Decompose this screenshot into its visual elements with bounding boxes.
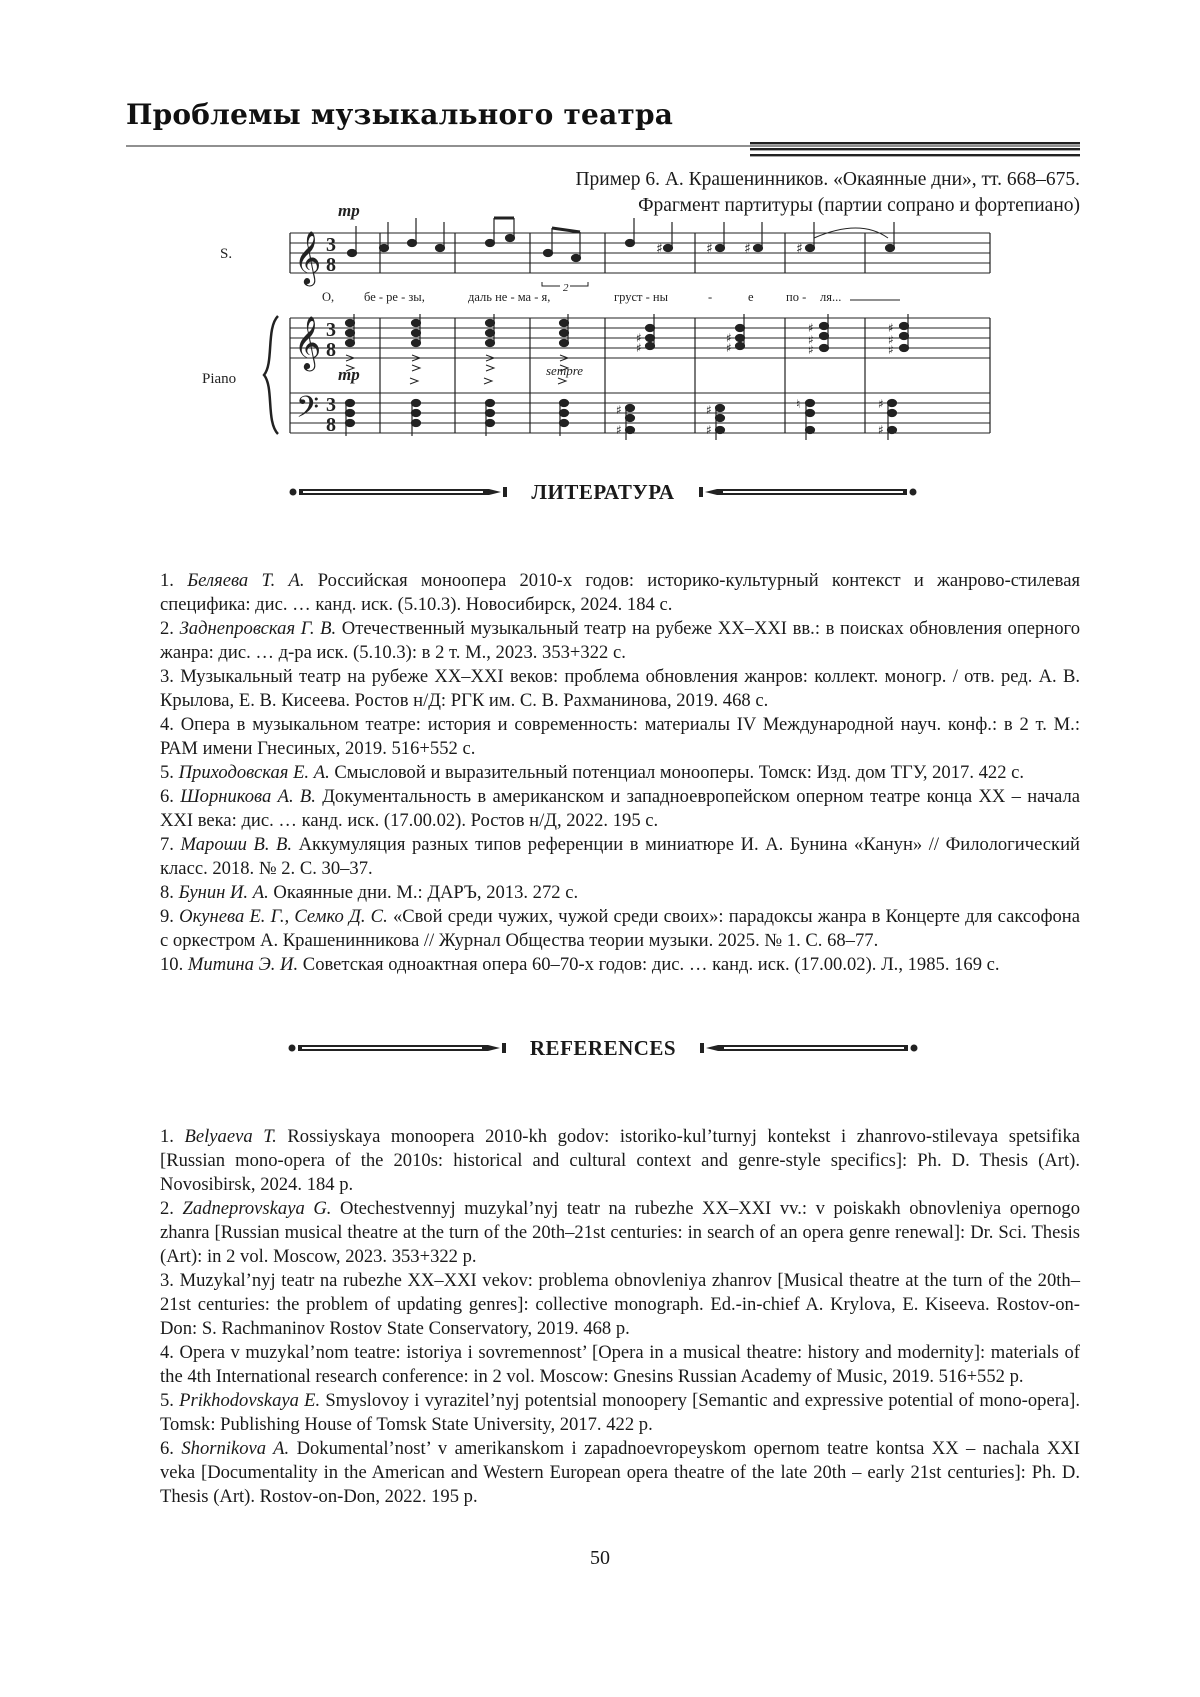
svg-text:♯: ♯ [636, 341, 642, 355]
svg-text:♯: ♯ [888, 321, 894, 335]
svg-text:по -: по - [786, 290, 807, 304]
list-item: 7. Мароши В. В. Аккумуляция разных типов референции в миниатюре И. А. Бунина «Канун» // Филологический класс. 2018. № 2. С. 30–37. [160, 834, 1080, 879]
svg-text:♯: ♯ [706, 403, 712, 417]
references-heading-label: REFERENCES [529, 1035, 677, 1060]
svg-text:♯: ♯ [656, 241, 663, 257]
svg-text:О,: О, [322, 290, 335, 304]
svg-text:8: 8 [326, 414, 336, 436]
sempre-marking: sempre [546, 363, 584, 378]
accent-marks [346, 355, 568, 384]
list-item: 5. Prikhodovskaya E. Smyslovoy i vyrazitel’nyj potentsial monoopery [Semantic and expressive potential of mono-opera]. Tomsk: Publishing House of Tomsk State University, 2017. 422 p. [160, 1390, 1080, 1435]
list-item: 9. Окунева Е. Г., Семко Д. С. «Свой среди чужих, чужой среди своих»: парадоксы жанра в Концерте для саксофона с оркестром А. Крашенинникова // Журнал Общества теории музыки. 2025. № 1. С. 68–77. [160, 906, 1080, 951]
header-rule [126, 143, 1080, 163]
references-list [160, 1125, 1080, 1509]
svg-text:♯: ♯ [796, 241, 803, 257]
ornament-left [289, 484, 509, 500]
list-item: 6. Shornikova A. Dokumental’nost’ v amerikanskom i zapadnoevropeyskom opernom teatre kontsa XX – nachala XXI veka [Documentality in the American and Western European opera theatre of the late 20th – early 21st centuries]: Ph. D. Thesis (Art). Rostov-on-Don, 2022. 195 p. [160, 1438, 1080, 1507]
literature-list [160, 569, 1080, 977]
caption-line-1: Пример 6. А. Крашенинников. «Окаянные дни», тт. 668–675. [575, 169, 1080, 190]
svg-text:е: е [748, 290, 754, 304]
svg-text:-: - [708, 290, 713, 304]
svg-text:бе - ре - зы,: бе - ре - зы, [364, 290, 425, 304]
svg-text:♯: ♯ [636, 331, 642, 345]
references-heading [126, 1031, 1080, 1065]
list-item: 1. Беляева Т. А. Российская монoопера 2010-х годов: историко-культурный контекст и жанрово-стилевая специфика: дис. … канд. иск. (5.10.3). Новосибирск, 2024. 184 с. [160, 570, 1080, 615]
svg-text:♯: ♯ [616, 423, 622, 437]
running-header-title: Проблемы музыкального театра [126, 98, 674, 131]
piano-label: Piano [202, 371, 237, 387]
lyrics [322, 290, 900, 304]
literature-heading-label: ЛИТЕРАТУРА [531, 479, 675, 504]
svg-text:даль не - ма - я,: даль не - ма - я, [468, 290, 551, 304]
figure-caption [575, 167, 1080, 219]
list-item: 3. Музыкальный театр на рубеже XX–XXI веков: проблема обновления жанров: коллект. моногр. / отв. ред. А. В. Крылова, Е. В. Кисеева. Ростов н/Д: РГК им. С. В. Рахманинова, 2019. 468 с. [160, 666, 1081, 711]
svg-text:8: 8 [326, 254, 336, 276]
svg-text:♯: ♯ [706, 423, 712, 437]
dynamic-marking: mp [338, 201, 360, 220]
list-item: 2. Заднепровская Г. В. Отечественный музыкальный театр на рубеже XX–XXI вв.: в поисках обновления оперного жанра: дис. … д-ра иск. (5.10.3): в 2 т. М., 2023. 353+322 с. [160, 618, 1080, 663]
list-item: 6. Шорникова А. В. Документальность в американском и западноевропейском оперном театре конца XX – начала XXI века: дис. … канд. иск. (17.00.02). Ростов н/Д, 2022. 195 с. [160, 786, 1080, 831]
svg-text:♯: ♯ [808, 333, 814, 347]
treble-clef-icon: 𝄞 [294, 230, 322, 284]
svg-text:♮: ♮ [796, 397, 801, 411]
list-item: 4. Opera v muzykal’nom teatre: istoriya i sovremennost’ [Opera in a musical theatre: history and modernity]: materials of the 4th International research conference: in 2 vol. Moscow: Gnesins Russian Academy of Music, 2019. 516+552 p. [160, 1342, 1080, 1387]
ornament-right [697, 484, 917, 500]
treble-clef-icon: 𝄞 [294, 315, 322, 369]
dynamic-marking: mp [338, 365, 360, 384]
piano-treble-chords [346, 314, 909, 352]
svg-text:3: 3 [326, 234, 336, 256]
list-item: 5. Приходовская Е. А. Смысловой и выразительный потенциал монооперы. Томск: Изд. дом ТГУ, 2017. 422 с. [160, 762, 1025, 783]
svg-text:♯: ♯ [808, 343, 814, 357]
svg-text:♯: ♯ [878, 397, 884, 411]
ornament-right [698, 1040, 918, 1056]
svg-text:3: 3 [326, 319, 336, 341]
svg-text:8: 8 [326, 339, 336, 361]
list-item: 1. Belyaeva T. Rossiyskaya monoopera 2010-kh godov: istoriko-kul’turnyj kontekst i zhanrovo-stilevaya spetsifika [Russian mono-opera of the 2010s: historical and cultural context and genre-style specifics]: Ph. D. Thesis (Art). Novosibirsk, 2024. 184 p. [160, 1126, 1080, 1195]
svg-text:♯: ♯ [744, 241, 751, 257]
soprano-staff [290, 233, 990, 273]
literature-heading [126, 475, 1080, 509]
soprano-notes [348, 218, 895, 262]
svg-text:♯: ♯ [726, 341, 732, 355]
caption-line-2: Фрагмент партитуры (партии сопрано и фортепиано) [638, 195, 1080, 216]
tuplet-number: 2 [563, 282, 569, 294]
svg-text:груст - ны: груст - ны [614, 290, 668, 304]
page-number: 50 [590, 1547, 610, 1569]
piano-bass-staff [290, 393, 990, 433]
svg-text:♯: ♯ [878, 423, 884, 437]
svg-text:♯: ♯ [888, 343, 894, 357]
svg-text:♯: ♯ [726, 331, 732, 345]
list-item: 10. Митина Э. И. Советская одноактная опера 60–70-х годов: дис. … канд. иск. (17.00.02). Л., 1985. 169 с. [160, 954, 1000, 975]
piano-brace [264, 316, 278, 434]
list-item: 2. Zadneprovskaya G. Otechestvennyj muzykal’nyj teatr na rubezhe XX–XXI vv.: v poiskakh obnovleniya opernogo zhanra [Russian musical theatre at the turn of the 20th–21st centuries: in search of an opera genre renewal]: Dr. Sci. Thesis (Art): in 2 vol. Moscow, 2023. 353+322 p. [160, 1198, 1080, 1267]
svg-text:ля...: ля... [820, 290, 842, 304]
list-item: 4. Опера в музыкальном театре: история и современность: материалы IV Международной науч. конф.: в 2 т. М.: РАМ имени Гнесиных, 2019. 516+552 с. [160, 714, 1080, 759]
list-item: 3. Muzykal’nyj teatr na rubezhe XX–XXI vekov: problema obnovleniya zhanrov [Musical theatre at the turn of the 20th–21st centuries: the problem of updating genres]: collective monograph. Ed.-in-chief A. Krylova, E. Kiseeva. Rostov-on-Don: S. Rachmaninov Rostov State Conservatory, 2019. 468 p. [160, 1270, 1081, 1339]
list-item: 8. Бунин И. А. Окаянные дни. М.: ДАРЪ, 2013. 272 с. [160, 882, 579, 903]
time-signatures [326, 234, 336, 436]
svg-text:♯: ♯ [616, 403, 622, 417]
soprano-label: S. [220, 246, 233, 262]
bass-clef-icon: 𝄢 [296, 391, 320, 432]
svg-text:♯: ♯ [888, 333, 894, 347]
svg-text:♯: ♯ [706, 241, 713, 257]
svg-text:♯: ♯ [808, 321, 814, 335]
ornament-left [288, 1040, 508, 1056]
svg-text:3: 3 [326, 394, 336, 416]
